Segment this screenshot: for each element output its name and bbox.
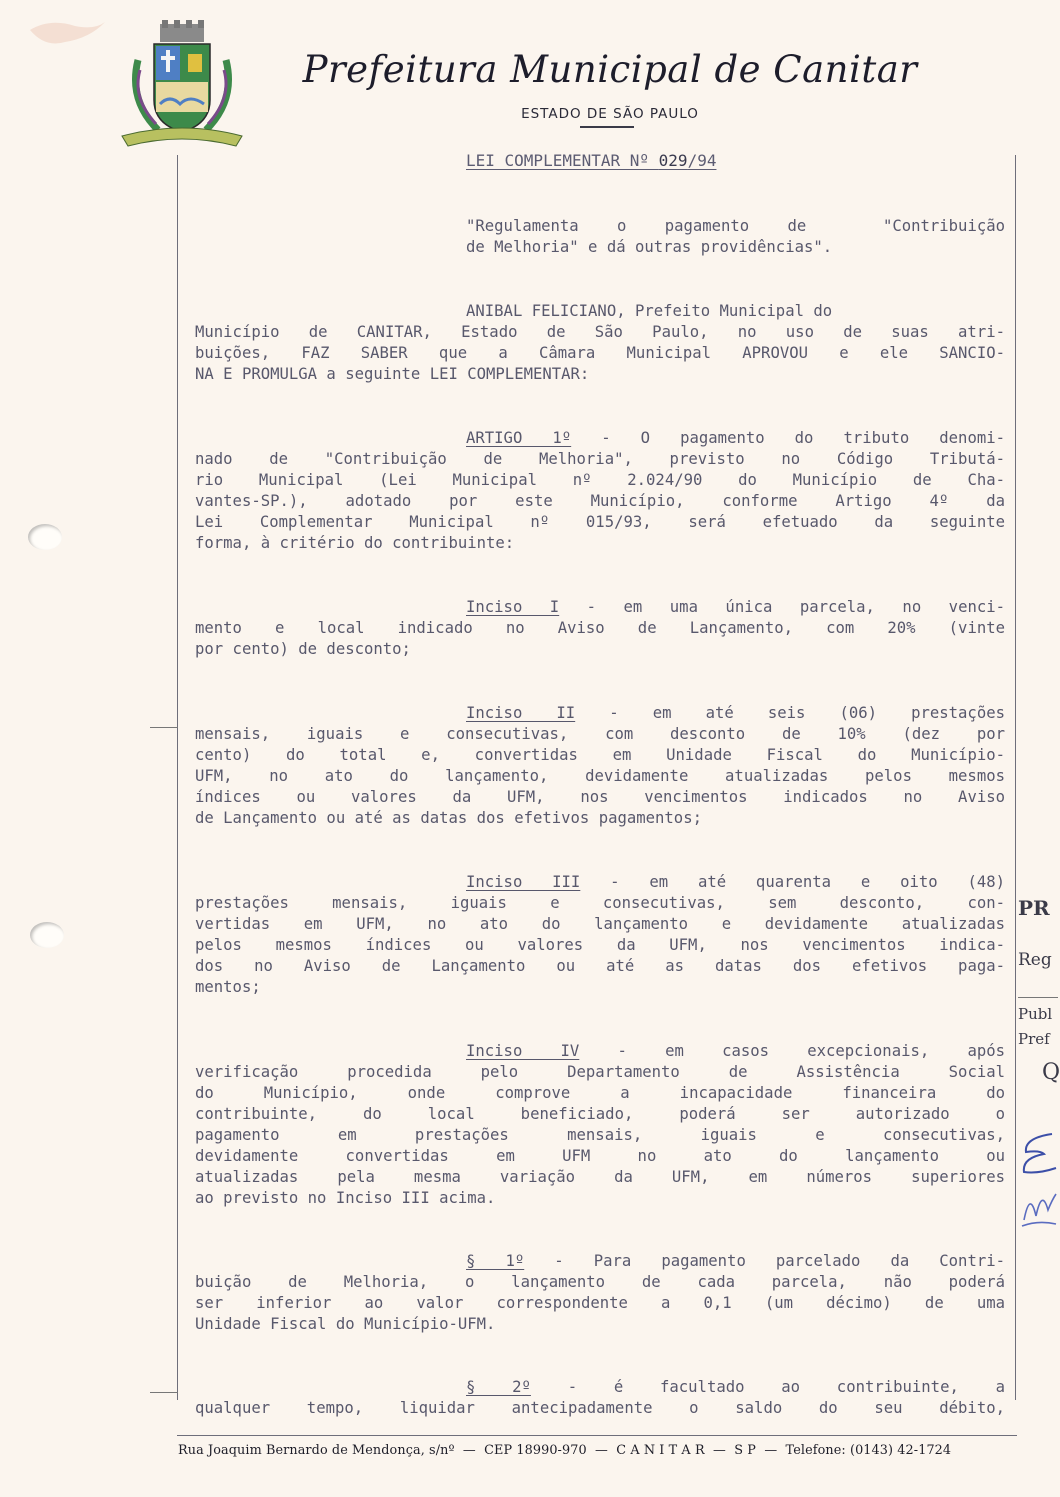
law-title: LEI COMPLEMENTAR Nº 029/94 (466, 151, 717, 170)
inciso2-line: índices ou valores da UFM, nos vencimentos indicados no Aviso (195, 788, 1005, 806)
paragraph1-label: § 1º (466, 1252, 525, 1270)
adjacent-page-fragment: Q (1042, 1060, 1060, 1085)
inciso4-line: ao previsto no Inciso III acima. (195, 1189, 496, 1207)
inciso4-line: contribuinte, do local beneficiado, poderá ser autorizado o (195, 1105, 1005, 1123)
artigo1-line: nado de "Contribuição de Melhoria", previsto no Código Tributá- (195, 450, 1005, 468)
ementa-line: "Regulamenta o pagamento de "Contribuição (466, 217, 1005, 235)
letterhead-divider (580, 126, 634, 128)
letterhead-footer-address: Rua Joaquim Bernardo de Mendonça, s/nº — CEP 18990-970 — C A N I T A R — S P — Telefone: (0143) 42-1724 (178, 1443, 952, 1458)
margin-tick (150, 727, 178, 728)
preamble-line: NA E PROMULGA a seguinte LEI COMPLEMENTAR: (195, 365, 590, 383)
punch-hole (28, 524, 62, 550)
inciso4-label: Inciso IV (466, 1042, 580, 1060)
paragraph2-heading: § 2º - é facultado ao contribuinte, a (466, 1378, 1005, 1396)
inciso3-line: mentos; (195, 978, 261, 996)
municipal-coat-of-arms-icon (118, 20, 246, 150)
preamble-line: Município de CANITAR, Estado de São Paulo, no uso de suas atri- (195, 323, 1005, 341)
inciso1-heading: Inciso I - em uma única parcela, no venci- (466, 598, 1006, 616)
letterhead-title: Prefeitura Municipal de Canitar (302, 48, 918, 91)
inciso3-line: pelos mesmos índices ou valores da UFM, nos vencimentos indica- (195, 936, 1005, 954)
inciso4-line: verificação procedida pelo Departamento de Assistência Social (195, 1063, 1005, 1081)
paragraph1-line: Unidade Fiscal do Município-UFM. (195, 1315, 496, 1333)
adjacent-page-divider (1018, 997, 1058, 998)
inciso2-line: mensais, iguais e consecutivas, com desconto de 10% (dez por (195, 725, 1005, 743)
inciso4-line: pagamento em prestações mensais, iguais e consecutivas, (195, 1126, 1005, 1144)
artigo1-line: forma, à critério do contribuinte: (195, 534, 515, 552)
page-frame-bottom (177, 1435, 1017, 1436)
inciso1-line: mento e local indicado no Aviso de Lançamento, com 20% (vinte (195, 619, 1005, 637)
adjacent-page-fragment: Reg (1018, 950, 1052, 970)
inciso3-line: vertidas em UFM, no ato do lançamento e devidamente atualizadas (195, 915, 1005, 933)
letterhead-state: ESTADO DE SÃO PAULO (521, 106, 699, 122)
ementa-line: de Melhoria" e dá outras providências". (466, 238, 833, 256)
artigo1-line: rio Municipal (Lei Municipal nº 2.024/90 do Município de Cha- (195, 471, 1005, 489)
inciso3-line: dos no Aviso de Lançamento ou até as datas dos efetivos paga- (195, 957, 1005, 975)
inciso2-heading: Inciso II - em até seis (06) prestações (466, 704, 1005, 722)
inciso4-line: atualizadas pela mesma variação da UFM, em números superiores (195, 1168, 1005, 1186)
artigo1-label: ARTIGO 1º (466, 429, 572, 447)
inciso3-label: Inciso III (466, 873, 581, 891)
inciso2-label: Inciso II (466, 704, 576, 722)
signature-scribble-icon (1020, 1180, 1058, 1230)
inciso4-line: do Município, onde comprove a incapacidade financeira do (195, 1084, 1005, 1102)
adjacent-page-fragment: Pref (1018, 1030, 1050, 1048)
inciso3-line: prestações mensais, iguais e consecutivas, sem desconto, con- (195, 894, 1005, 912)
preamble-line: ANIBAL FELICIANO, Prefeito Municipal do (466, 302, 833, 320)
punch-hole (30, 922, 64, 948)
paragraph2-label: § 2º (466, 1378, 531, 1396)
preamble-line: buições, FAZ SABER que a Câmara Municipal APROVOU e ele SANCIO- (195, 344, 1005, 362)
page-frame-left (177, 155, 178, 1400)
artigo1-line: vantes-SP.), adotado por este Município, conforme Artigo 4º da (195, 492, 1005, 510)
inciso2-line: UFM, no ato do lançamento, devidamente atualizadas pelos mesmos (195, 767, 1005, 785)
inciso3-heading: Inciso III - em até quarenta e oito (48) (466, 873, 1005, 891)
paragraph2-line: qualquer tempo, liquidar antecipadamente o saldo do seu débito, (195, 1399, 1005, 1417)
inciso2-line: de Lançamento ou até as datas dos efetivos pagamentos; (195, 809, 702, 827)
paragraph1-line: buição de Melhoria, o lançamento de cada parcela, não poderá (195, 1273, 1005, 1291)
artigo1-heading: ARTIGO 1º - O pagamento do tributo denomi- (466, 429, 1006, 447)
inciso1-line: por cento) de desconto; (195, 640, 411, 658)
paragraph1-line: ser inferior ao valor correspondente a 0,1 (um décimo) de uma (195, 1294, 1005, 1312)
paragraph1-heading: § 1º - Para pagamento parcelado da Contri- (466, 1252, 1005, 1270)
adjacent-page-fragment: Publ (1018, 1005, 1053, 1023)
margin-tick (150, 1392, 178, 1393)
signature-scribble-icon (1018, 1128, 1058, 1178)
artigo1-line: Lei Complementar Municipal nº 015/93, será efetuado da seguinte (195, 513, 1005, 531)
page-frame-right (1015, 155, 1016, 1400)
inciso4-line: devidamente convertidas em UFM no ato do lançamento ou (195, 1147, 1005, 1165)
inciso4-heading: Inciso IV - em casos excepcionais, após (466, 1042, 1005, 1060)
inciso2-line: cento) do total e, convertidas em Unidade Fiscal do Município- (195, 746, 1005, 764)
inciso1-label: Inciso I (466, 598, 560, 616)
paper-stain (20, 8, 110, 68)
adjacent-page-fragment: PR (1018, 896, 1050, 920)
